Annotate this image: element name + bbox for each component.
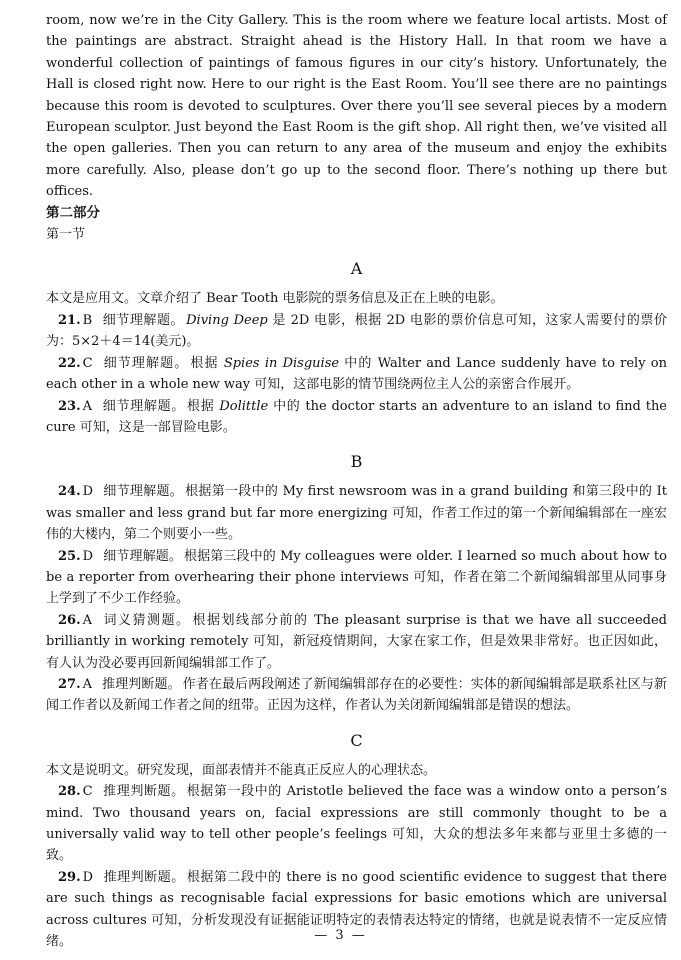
answer-letter: D xyxy=(82,548,94,564)
explanation: 根据第二段中的 there is no good scientific evidence to suggest that there are such things as recognisable facial expressions for basic emotions which are universal across cultures 可知，分析发现没有证据能证明特定的表情表达特定的情绪，也就是说表情不一定反应情绪。 xyxy=(46,869,667,950)
question-number: 21. xyxy=(58,312,81,328)
answer-item xyxy=(46,781,667,867)
listening-transcript: room, now we’re in the City Gallery. This is the room where we feature local artists. Most of the paintings are abstract. Straight ahead is the History Hall. In that room we have a wonderful collection of paintings of famous figures in our city’s history. Unfortunately, the Hall is closed right now. Here to our right is the East Room. You’ll see there are no paintings because this room is devoted to sculptures. Over there you’ll see several pieces by a modern European sculptor. Just beyond the East Room is the gift shop. All right then, we’ve visited all the open galleries. Then you can return to any area of the museum and enjoy the exhibits more carefully. Also, please don’t go up to the second floor. There’s nothing up there but offices. xyxy=(46,13,667,200)
explanation: 根据第一段中的 Aristotle believed the face was a window onto a person’s mind. Two thousand years on, facial expressions are still commonly thought to be a universally valid way to tell other people’s feelings 可知，大众的想法多年来都与亚里士多德的一致。 xyxy=(46,784,667,864)
explanation: 根据第三段中的 My colleagues were older. I learned so much about how to be a reporter from overhearing their phone interviews 可知，作者在第二个新闻编辑部里从同事身上学到了不少工作经验。 xyxy=(46,548,667,607)
question-number: 23. xyxy=(58,398,81,414)
movie-title: Diving Deep xyxy=(186,312,268,328)
explanation: 根据第一段中的 My first newsroom was in a grand building 和第三段中的 It was smaller and less grand but far more energizing 可知，作者工作过的第一个新闻编辑部在一座宏伟的大楼内，第二个则要小一些。 xyxy=(46,484,667,543)
passage-letter: C xyxy=(350,730,363,750)
page-number: — 3 — xyxy=(314,928,367,943)
question-type: 细节理解题。 xyxy=(102,355,189,371)
answer-letter: A xyxy=(82,612,93,628)
question-number: 24. xyxy=(58,484,81,500)
explanation-lead: 根据 xyxy=(187,398,220,414)
question-number: 22. xyxy=(58,355,81,371)
question-number: 25. xyxy=(58,548,81,564)
section-heading: 第一节 xyxy=(46,227,86,243)
question-type: 推理判断题。 xyxy=(102,784,185,800)
answer-item xyxy=(46,481,667,545)
explanation: 作者在最后两段阐述了新闻编辑部存在的必要性：实体的新闻编辑部是联系社区与新闻工作者以及新闻工作者之间的纽带。正因为这样，作者认为关闭新闻编辑部是错误的想法。 xyxy=(46,676,667,714)
question-type: 细节理解题。 xyxy=(102,398,186,414)
explanation: 是 2D 电影，根据 2D 电影的票价信息可知，这家人需要付的票价为：5×2＋4＝14(美元)。 xyxy=(46,312,667,350)
answer-item xyxy=(46,310,667,353)
answer-item xyxy=(46,396,667,439)
question-type: 推理判断题。 xyxy=(103,869,185,885)
question-number: 29. xyxy=(58,869,81,885)
answer-letter: D xyxy=(82,484,94,500)
passage-letter: B xyxy=(350,452,363,472)
answer-item xyxy=(46,353,667,396)
explanation: 中的 the doctor starts an adventure to an island to find the cure 可知，这是一部冒险电影。 xyxy=(46,398,668,435)
answer-letter: C xyxy=(82,784,93,800)
movie-title: Dolittle xyxy=(219,398,269,414)
question-type: 细节理解题。 xyxy=(103,548,182,564)
passage-letter: A xyxy=(350,259,363,279)
passage-a xyxy=(46,258,667,438)
answer-letter: A xyxy=(82,676,93,692)
question-type: 细节理解题。 xyxy=(103,484,184,500)
explanation-lead: 根据 xyxy=(190,355,224,371)
question-number: 26. xyxy=(58,612,81,628)
answer-item xyxy=(46,674,667,717)
answer-letter: A xyxy=(82,398,93,414)
answer-letter: D xyxy=(82,869,94,885)
movie-title: Spies in Disguise xyxy=(223,355,340,371)
passage-c xyxy=(46,730,667,953)
answer-item xyxy=(46,610,667,674)
question-type: 细节理解题。 xyxy=(102,312,185,328)
answer-item xyxy=(46,546,667,610)
explanation: 中的 Walter and Lance suddenly have to rely on each other in a whole new way 可知，这部电影的情节围绕两位主人公的亲密合作展开。 xyxy=(46,355,667,393)
answer-letter: C xyxy=(82,355,93,371)
question-type: 词义猜测题。 xyxy=(102,612,191,628)
passage-intro: 本文是应用文。文章介绍了 Bear Tooth 电影院的票务信息及正在上映的电影。 xyxy=(46,291,504,307)
part-heading: 第二部分 xyxy=(46,204,100,221)
passage-intro: 本文是说明文。研究发现，面部表情并不能真正反应人的心理状态。 xyxy=(46,762,437,778)
passage-b xyxy=(46,451,667,716)
question-number: 28. xyxy=(58,784,81,800)
question-type: 推理判断题。 xyxy=(102,676,181,692)
question-number: 27. xyxy=(58,676,81,692)
answer-letter: B xyxy=(82,312,93,328)
explanation: 根据划线部分前的 The pleasant surprise is that we have all succeeded brilliantly in working remotely 可知，新冠疫情期间，大家在家工作，但是效果非常好。也正因如此，有人认为没必要再回新闻编辑部工作了。 xyxy=(46,612,667,671)
